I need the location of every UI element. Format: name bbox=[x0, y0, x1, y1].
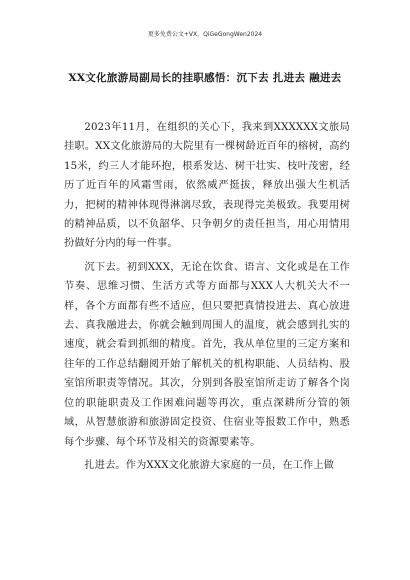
paragraph: 扎进去。作为XXX文化旅游大家庭的一员，在工作上做 bbox=[84, 459, 335, 471]
paragraph: 2023年11月，在组织的关心下，我来到XXXXXX文旅局挂职。XX文化旅游局的大院里有一棵树龄近百年的榕树，高约15米，约三人才能环抱，根系发达、树干壮实、枝叶茂密，经历了近百年的风霜雪雨，依然威严挺拔，释放出强大生机活力，把树的精神体现得淋漓尽致，表现得完美极致。我要用树的精神品质，以不负韶华、只争朝夕的责任担当，用心用情用扮做好分内的每一件事。 bbox=[64, 122, 350, 250]
document-title: XX文化旅游局副局长的挂职感悟：沉下去 扎进去 融进去 bbox=[68, 72, 342, 84]
header-note: 更多免费公文+VX，QiGeGongWen2024 bbox=[147, 31, 263, 38]
document-body bbox=[64, 118, 350, 479]
paragraph: 沉下去。初到XXX，无论在饮食、语言、文化或是在工作节奏、思维习惯、生活方式等方面都与XXX人大机关大不一样，各个方面都有些不适应，但只要把真情投进去、真心放进去、真我融进去，你就会触到周围人的温度，就会感到扎实的速度，就会看到抓细的精度。首先，我从单位里的三定方案和往年的工作总结翻阅开始了解机关的机构职能、人员结构、股室馆所职责等情况。其次，分别到各股室馆所走访了解各个岗位的职能职责及工作困难问题等再次，重点深耕所分管的领域，从智慧旅游和旅游固定投资、住宿业等报数工作中，熟悉每个步骤、每个环节及相关的资源要素等。 bbox=[64, 261, 350, 448]
